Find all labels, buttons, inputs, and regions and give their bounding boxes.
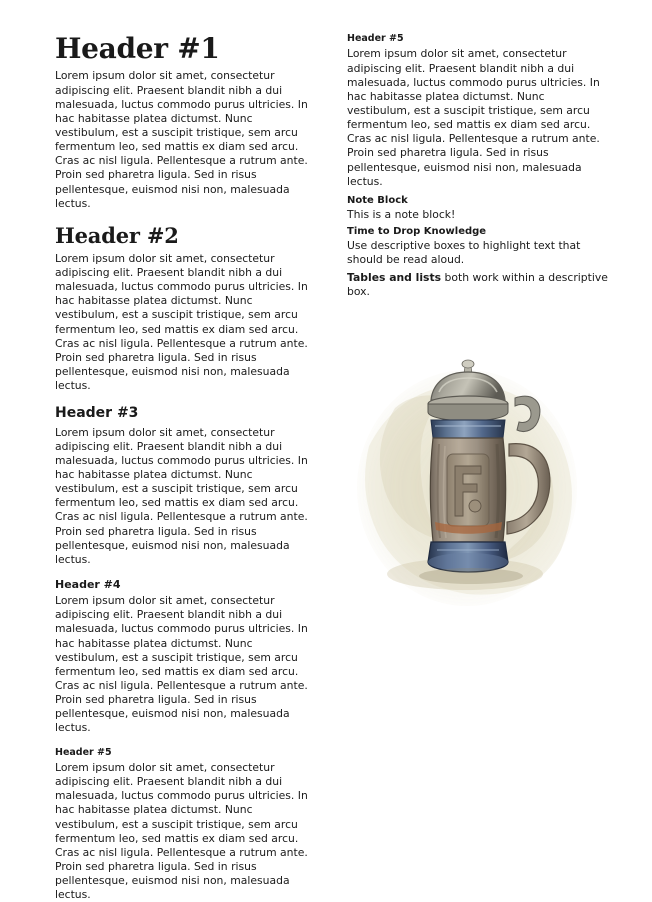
descriptive-block-text-2 [347,271,609,299]
body-paragraph-5: Lorem ipsum dolor sit amet, consectetur adipiscing elit. Praesent blandit nibh a dui malesuada, luctus commodo purus ultricies. In hac habitasse platea dictumst. Nunc vestibulum, est a suscipit tristique, sem arcu fermentum leo, sed mattis ex diam sed arcu. Cras ac nisl ligula. Pellentesque a rutrum ante. Proin sed pharetra ligula. Sed in risus pellentesque, euismod nisi non, malesuada lectus. [55,760,308,902]
section-heading-2: Header #2 [55,222,179,248]
right-section-heading: Header #5 [347,33,404,44]
stein-collar [431,420,505,438]
body-paragraph-2: Lorem ipsum dolor sit amet, consectetur adipiscing elit. Praesent blandit nibh a dui malesuada, luctus commodo purus ultricies. In hac habitasse platea dictumst. Nunc vestibulum, est a suscipit tristique, sem arcu fermentum leo, sed mattis ex diam sed arcu. Cras ac nisl ligula. Pellentesque a rutrum ante. Proin sed pharetra ligula. Sed in risus pellentesque, euismod nisi non, malesuada lectus. [55,251,308,393]
right-body-paragraph: Lorem ipsum dolor sit amet, consectetur adipiscing elit. Praesent blandit nibh a dui malesuada, luctus commodo purus ultricies. In hac habitasse platea dictumst. Nunc vestibulum, est a suscipit tristique, sem arcu fermentum leo, sed mattis ex diam sed arcu. Cras ac nisl ligula. Pellentesque a rutrum ante. Proin sed pharetra ligula. Sed in risus pellentesque, euismod nisi non, malesuada lectus. [347,47,600,188]
note-block-title: Note Block [347,194,408,206]
right-column [347,34,609,626]
note-block-text: This is a note block! [347,207,456,221]
body-paragraph-4: Lorem ipsum dolor sit amet, consectetur adipiscing elit. Praesent blandit nibh a dui malesuada, luctus commodo purus ultricies. In hac habitasse platea dictumst. Nunc vestibulum, est a suscipit tristique, sem arcu fermentum leo, sed mattis ex diam sed arcu. Cras ac nisl ligula. Pellentesque a rutrum ante. Proin sed pharetra ligula. Sed in risus pellentesque, euismod nisi non, malesuada lectus. [55,594,308,735]
body-paragraph-1: Lorem ipsum dolor sit amet, consectetur adipiscing elit. Praesent blandit nibh a dui malesuada, luctus commodo purus ultricies. In hac habitasse platea dictumst. Nunc vestibulum, est a suscipit tristique, sem arcu fermentum leo, sed mattis ex diam sed arcu. Cras ac nisl ligula. Pellentesque a rutrum ante. Proin sed pharetra ligula. Sed in risus pellentesque, euismod nisi non, malesuada lectus. [55,69,308,210]
section-heading-4: Header #4 [55,578,121,592]
section-heading-5: Header #5 [55,746,112,758]
body-paragraph-3: Lorem ipsum dolor sit amet, consectetur adipiscing elit. Praesent blandit nibh a dui malesuada, luctus commodo purus ultricies. In hac habitasse platea dictumst. Nunc vestibulum, est a suscipit tristique, sem arcu fermentum leo, sed mattis ex diam sed arcu. Cras ac nisl ligula. Pellentesque a rutrum ante. Proin sed pharetra ligula. Sed in risus pellentesque, euismod nisi non, malesuada lectus. [55,425,308,566]
left-column [55,34,317,902]
note-block [347,195,609,222]
descriptive-block-bold-lead: Tables and lists [347,271,442,285]
page-title: Header #1 [55,32,220,65]
stein-relief-ornament [447,454,489,526]
beer-stein-illustration [347,326,609,626]
section-heading-3: Header #3 [55,405,139,422]
descriptive-block-title: Time to Drop Knowledge [347,225,487,237]
descriptive-block [347,226,609,300]
two-column-layout [55,34,614,902]
descriptive-block-text-2-rest: both work within a descriptive box. [347,271,608,299]
descriptive-block-text: Use descriptive boxes to highlight text that should be read aloud. [347,238,581,267]
